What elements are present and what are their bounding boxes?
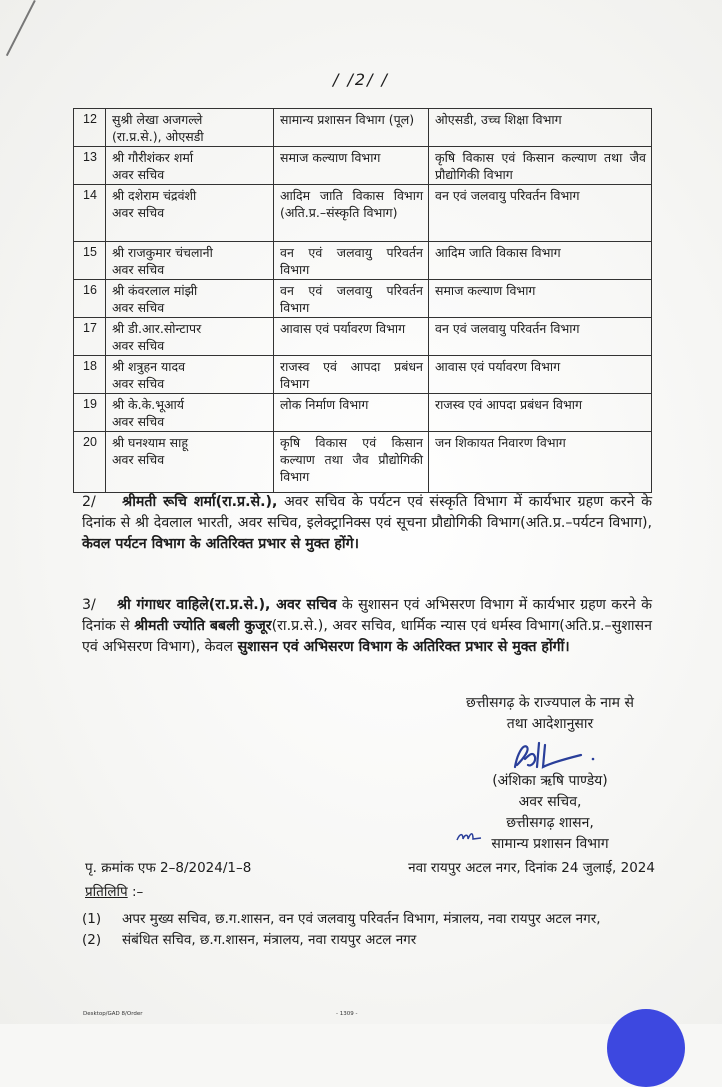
current-department: राजस्व एवं आपदा प्रबंधन विभाग [274,356,429,394]
new-department: वन एवं जलवायु परिवर्तन विभाग [429,185,652,242]
para-text-bold: सुशासन एवं अभिसरण विभाग के अतिरिक्त प्रभार से मुक्त होंगीं। [237,639,570,655]
table-row [74,394,652,432]
officer-name: श्रीमती रूचि शर्मा(रा.प्र.से.), [122,494,278,510]
authority-line-1: छत्तीसगढ़ के राज्यपाल के नाम से [466,695,634,711]
handwritten-signature [495,737,605,771]
officer-designation: अवर सचिव [112,167,165,182]
current-department: वन एवं जलवायु परिवर्तन विभाग [274,242,429,280]
para-number: 3/ [82,597,96,613]
footer-page-number: - 1309 - [336,1011,358,1017]
officer-cell [106,318,274,356]
officer-name-2: श्रीमती ज्योति बबली कुजूर [134,618,272,634]
officer-name: श्री दशेराम चंद्रवंशी [112,188,197,203]
new-department: जन शिकायत निवारण विभाग [429,432,652,493]
paragraph-3 [82,595,652,658]
officer-designation: अवर सचिव [112,262,165,277]
new-department: ओएसडी, उच्च शिक्षा विभाग [429,109,652,147]
para-text-2: (रा.प्र.से.), अवर सचिव, धार्मिक न्यास एवं धर्मस्व विभाग(अति.प्र.–सुशासन एवं अभिसरण विभाग), केवल [82,618,653,655]
signatory-designation: अवर सचिव, [518,794,582,810]
serial-number: 19 [74,394,106,432]
copy-label: प्रतिलिपि [85,884,128,900]
officer-name: श्री गंगाधर वाहिले(रा.प्र.से.), अवर सचिव [117,597,337,613]
officer-name: श्री घनश्याम साहू [112,435,188,450]
table-row [74,280,652,318]
copy-item-text: अपर मुख्य सचिव, छ.ग.शासन, वन एवं जलवायु परिवर्तन विभाग, मंत्रालय, नवा रायपुर अटल नगर, [122,911,601,927]
table-row [74,185,652,242]
serial-number: 17 [74,318,106,356]
officer-name: श्री गौरीशंकर शर्मा [112,150,194,165]
officer-cell [106,109,274,147]
officer-cell [106,394,274,432]
officer-cell [106,242,274,280]
table-row [74,318,652,356]
signatory-government: छत्तीसगढ़ शासन, [506,815,594,831]
copy-item-number: (1) [82,911,102,927]
current-department: आवास एवं पर्यावरण विभाग [274,318,429,356]
officer-designation: (रा.प्र.से.), ओएसडी [112,129,204,144]
current-department: समाज कल्याण विभाग [274,147,429,185]
officer-cell [106,280,274,318]
signatory-department: सामान्य प्रशासन विभाग [491,836,609,852]
officer-designation: अवर सचिव [112,338,165,353]
copy-item [82,931,655,950]
new-department: आदिम जाति विकास विभाग [429,242,652,280]
officer-designation: अवर सचिव [112,300,165,315]
officer-name: श्री कंवरलाल मांझी [112,283,198,298]
table-row [74,147,652,185]
copy-to-list [82,910,655,952]
new-department: कृषि विकास एवं किसान कल्याण तथा जैव प्रौद्योगिकी विभाग [429,147,652,185]
officer-name: श्री डी.आर.सोन्टापर [112,321,202,336]
para-text: के सुशासन एवं अभिसरण विभाग में कार्यभार ग्रहण करने के दिनांक से [82,597,652,634]
copy-item-number: (2) [82,932,102,948]
copy-item [82,910,655,929]
place-date: नवा रायपुर अटल नगर, दिनांक 24 जुलाई, 2024 [408,860,655,876]
copy-to-heading [85,882,143,900]
reference-number: पृ. क्रमांक एफ 2–8/2024/1–8 [85,860,252,876]
serial-number: 20 [74,432,106,493]
current-department: लोक निर्माण विभाग [274,394,429,432]
current-department: कृषि विकास एवं किसान कल्याण तथा जैव प्रौद्योगिकी विभाग [274,432,429,493]
paragraph-2 [82,492,652,555]
new-department: राजस्व एवं आपदा प्रबंधन विभाग [429,394,652,432]
officer-designation: अवर सचिव [112,376,165,391]
serial-number: 18 [74,356,106,394]
officer-designation: अवर सचिव [112,452,165,467]
copy-item-text: संबंधित सचिव, छ.ग.शासन, मंत्रालय, नवा रायपुर अटल नगर [122,932,417,948]
officer-name: श्री राजकुमार चंचलानी [112,245,213,260]
signatory-name: (अंशिका ऋषि पाण्डेय) [492,773,608,789]
officer-name: श्री के.के.भूआर्य [112,397,185,412]
officer-name: सुश्री लेखा अजगल्ले [112,112,203,127]
serial-number: 13 [74,147,106,185]
officer-cell [106,185,274,242]
para-text: अवर सचिव के पर्यटन एवं संस्कृति विभाग में कार्यभार ग्रहण करने के दिनांक से श्री देवलाल भारती, अवर सचिव, इलेक्ट्रानिक्स एवं सूचना प्रौद्योगिकी विभाग(अति.प्र.–पर्यटन विभाग), [82,494,653,531]
initials-mark [455,829,483,843]
officer-cell [106,356,274,394]
table-row [74,432,652,493]
page-number: / /2/ / [333,70,389,89]
table-row [74,356,652,394]
table-row [74,109,652,147]
serial-number: 16 [74,280,106,318]
reference-line [85,858,655,876]
officer-designation: अवर सचिव [112,414,165,429]
current-department: सामान्य प्रशासन विभाग (पूल) [274,109,429,147]
para-number: 2/ [82,494,96,510]
officer-cell [106,432,274,493]
new-department: आवास एवं पर्यावरण विभाग [429,356,652,394]
new-department: वन एवं जलवायु परिवर्तन विभाग [429,318,652,356]
blue-circle-overlay [607,1009,685,1087]
officer-designation: अवर सचिव [112,205,165,220]
officer-cell [106,147,274,185]
table-row [74,242,652,280]
authority-line-2: तथा आदेशानुसार [506,716,594,732]
officer-name: श्री शत्रुहन यादव [112,359,186,374]
new-department: समाज कल्याण विभाग [429,280,652,318]
copy-suffix: :– [127,884,144,900]
para-text-bold: केवल पर्यटन विभाग के अतिरिक्त प्रभार से मुक्त होंगे। [82,536,359,552]
current-department: वन एवं जलवायु परिवर्तन विभाग [274,280,429,318]
serial-number: 14 [74,185,106,242]
serial-number: 15 [74,242,106,280]
footer-file-path: Desktop/GAD 8/Order [83,1011,143,1017]
transfer-table [73,108,652,493]
serial-number: 12 [74,109,106,147]
current-department: आदिम जाति विकास विभाग (अति.प्र.–संस्कृति विभाग) [274,185,429,242]
